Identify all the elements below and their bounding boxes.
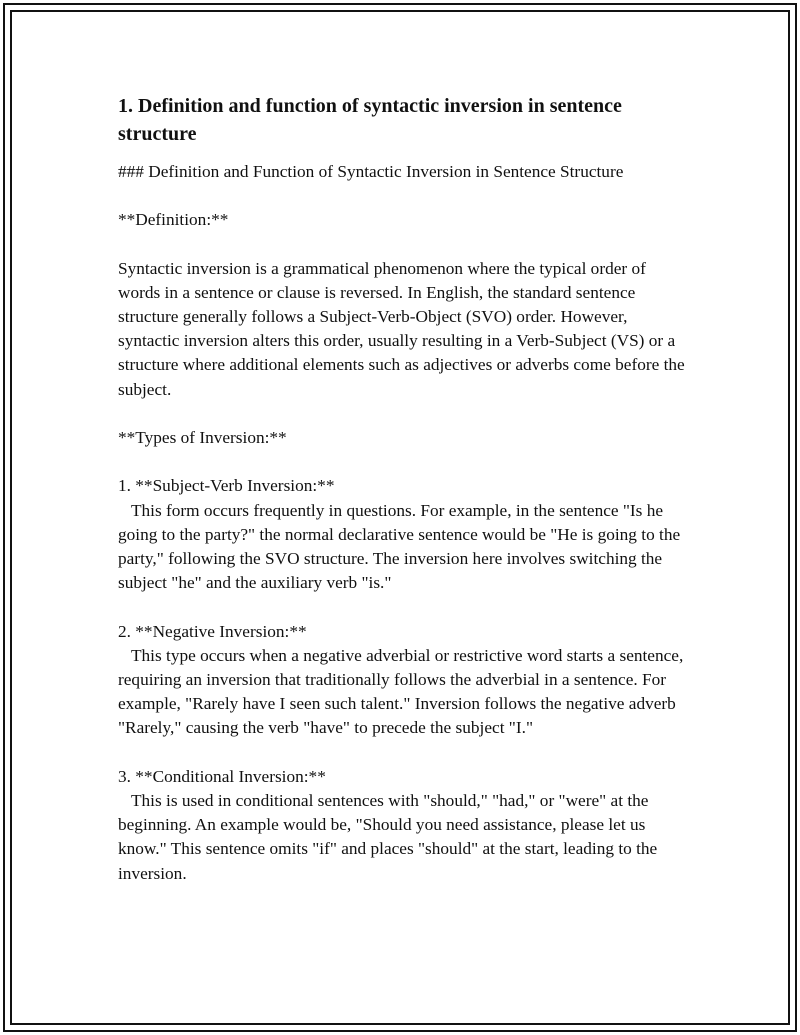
section-heading: 1. Definition and function of syntactic inversion in sentence structure: [118, 95, 622, 145]
list-item-label: 2. **Negative Inversion:**: [118, 621, 307, 641]
list-item-label: 1. **Subject-Verb Inversion:**: [118, 476, 335, 496]
subtitle-line: ### Definition and Function of Syntactic Inversion in Sentence Structure: [118, 162, 624, 181]
list-item: [118, 620, 688, 741]
list-item-text: This is used in conditional sentences with "should," "had," or "were" at the beginning. An example would be, "Should you need assistance, please let us know." This sentence omits "if" and places "should" at the start, leading to the inversion.: [118, 791, 662, 883]
definition-label: **Definition:**: [118, 210, 229, 230]
document-body: [118, 92, 688, 910]
list-item-text: This type occurs when a negative adverbial or restrictive word starts a sentence, requiring an inversion that traditionally follows the adverbial in a sentence. For example, "Rarely have I seen such talent." Inversion follows the negative adverb "Rarely," causing the verb "have" to precede the subject "I.": [118, 645, 688, 738]
definition-paragraph: Syntactic inversion is a grammatical phenomenon where the typical order of words in a sentence or clause is reversed. In English, the standard sentence structure generally follows a Subject-Verb-Object (SVO) order. However, syntactic inversion alters this order, usually resulting in a Verb-Subject (VS) or a structure where additional elements such as adjectives or adverbs come before the subject.: [118, 258, 690, 399]
list-item-label: 3. **Conditional Inversion:**: [118, 766, 326, 786]
list-item-text: This form occurs frequently in questions. For example, in the sentence "Is he going to the party?" the normal declarative sentence would be "He is going to the party," following the SVO structure. The inversion here involves switching the subject "he" and the auxiliary verb "is.": [118, 500, 685, 593]
types-label: **Types of Inversion:**: [118, 428, 287, 447]
list-item: [118, 474, 688, 595]
list-item: [118, 765, 688, 886]
